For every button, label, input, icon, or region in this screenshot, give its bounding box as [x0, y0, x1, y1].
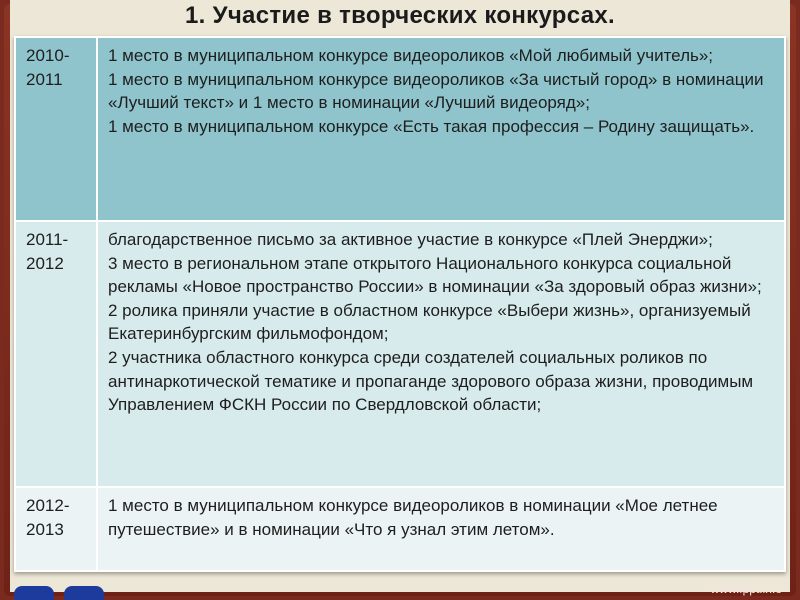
achievement-line: 3 место в региональном этапе открытого Национального конкурса социальной рекламы «Новое пространство России» в номинации «За здоровый образ жизни»; [108, 253, 762, 297]
table-row [15, 487, 785, 571]
table-row [15, 221, 785, 487]
achievement-line: 2 участника областного конкурса среди создателей социальных роликов по антинаркотической тематике и пропаганде здорового образа жизни, проводимым Управлением ФСКН России по Свердловской области; [108, 347, 754, 415]
achievement-line: 1 место в муниципальном конкурсе видеороликов в номинации «Мое летнее путешествие» и в номинации «Что я узнал этим летом». [108, 496, 718, 539]
decorative-shoes-graphic [14, 584, 108, 600]
achievement-line: 2 ролика приняли участие в областном конкурсе «Выбери жизнь», организуемый Екатеринбургским фильмофондом; [108, 300, 751, 344]
year-cell: 2010-2011 [15, 37, 97, 221]
achievement-line: 1 место в муниципальном конкурсе видеороликов «Мой любимый учитель»; [108, 46, 714, 65]
contests-table [14, 36, 786, 572]
description-cell [97, 487, 785, 571]
achievement-line: 1 место в муниципальном конкурсе видеороликов «За чистый город» в номинации «Лучший текст» и 1 место в номинации «Лучший видеоряд»; [108, 69, 764, 113]
slide-title: 1. Участие в творческих конкурсах. [185, 2, 615, 29]
year-cell: 2012-2013 [15, 487, 97, 571]
year-cell: 2011-2012 [15, 221, 97, 487]
achievement-line: 1 место в муниципальном конкурсе «Есть такая профессия – Родину защищать». [108, 116, 755, 136]
table-row [15, 37, 785, 221]
description-cell [97, 221, 785, 487]
description-cell [97, 37, 785, 221]
achievement-line: благодарственное письмо за активное участие в конкурсе «Плей Энерджи»; [108, 230, 713, 249]
watermark-text: www.fppt.info [710, 582, 782, 596]
